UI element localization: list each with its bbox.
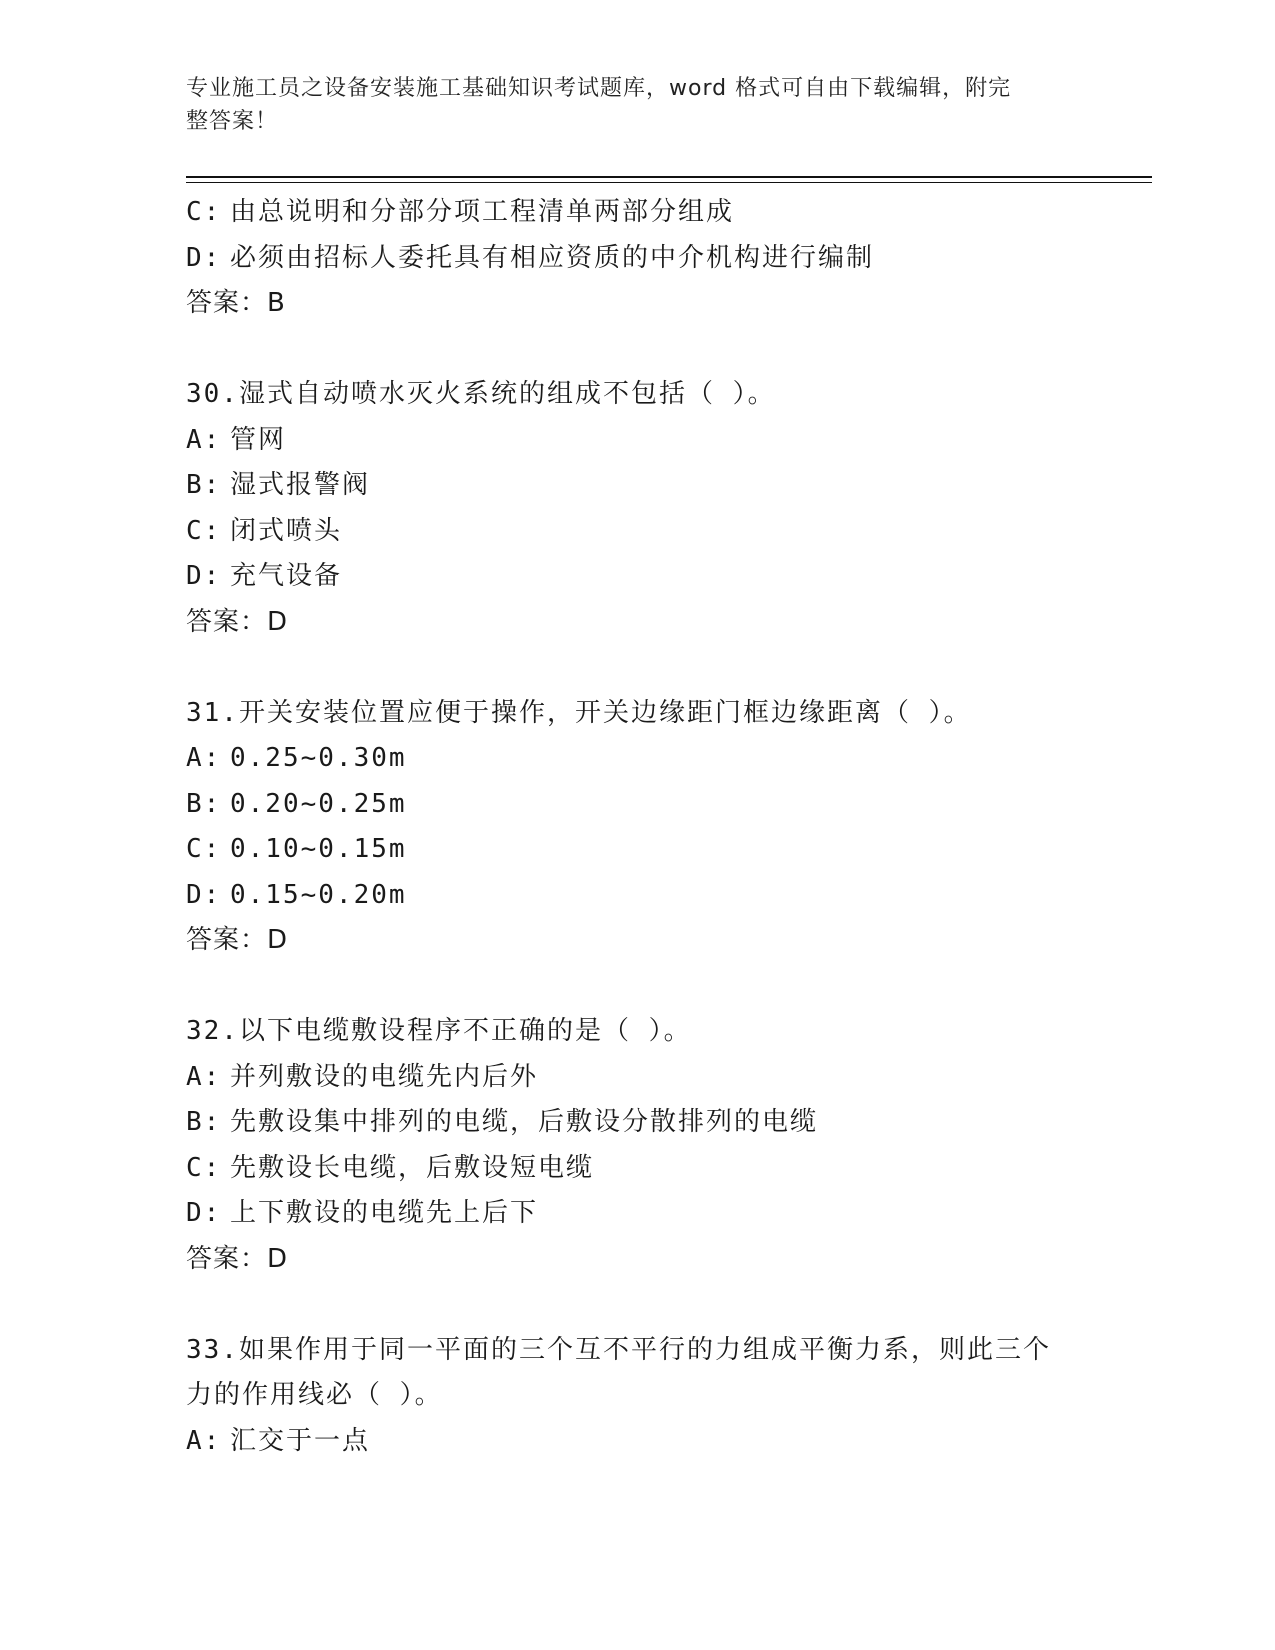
option-text: 必须由招标人委托具有相应资质的中介机构进行编制	[230, 242, 875, 273]
answer: 答案：D	[186, 1243, 289, 1274]
option-letter: D:	[186, 242, 222, 273]
option-text: 先敷设集中排列的电缆，后敷设分散排列的电缆	[230, 1107, 819, 1137]
option-letter: A:	[186, 1061, 222, 1092]
option-letter: C:	[186, 197, 222, 227]
question-32	[186, 1009, 1086, 1282]
option-d	[186, 1191, 1086, 1237]
option-text: 上下敷设的电缆先上后下	[230, 1198, 539, 1228]
option-d	[186, 873, 1086, 919]
question-title: 32.以下电缆敷设程序不正确的是（ ）。	[186, 1016, 692, 1046]
option-letter: B:	[186, 470, 222, 500]
option-text: 管网	[230, 424, 287, 455]
question-31	[186, 691, 1086, 964]
header-line-1: 专业施工员之设备安装施工基础知识考试题库，word 格式可自由下载编辑，附完	[186, 76, 1012, 101]
option-a	[186, 418, 1086, 464]
option-a	[186, 736, 1086, 782]
question-title-line-1: 33.如果作用于同一平面的三个互不平行的力组成平衡力系，则此三个	[186, 1334, 1051, 1365]
option-text: 0.10~0.15m	[230, 834, 407, 864]
option-b	[186, 463, 1086, 509]
option-letter: A:	[186, 743, 222, 773]
option-text: 湿式报警阀	[230, 470, 371, 500]
option-letter: B:	[186, 1107, 222, 1137]
option-d	[186, 236, 1086, 282]
question-29-continuation	[186, 190, 1086, 327]
option-text: 汇交于一点	[230, 1425, 371, 1456]
header-divider-thick	[186, 176, 1152, 178]
option-text: 由总说明和分部分项工程清单两部分组成	[230, 197, 735, 227]
option-text: 0.20~0.25m	[230, 788, 407, 819]
option-text: 充气设备	[230, 561, 343, 591]
option-letter: D:	[186, 1198, 222, 1228]
question-title: 30.湿式自动喷水灭火系统的组成不包括（ ）。	[186, 379, 776, 409]
answer: 答案：D	[186, 606, 289, 637]
header-divider-thin	[186, 182, 1152, 183]
option-letter: A:	[186, 424, 222, 455]
option-letter: A:	[186, 1425, 222, 1456]
option-text: 闭式喷头	[230, 515, 343, 546]
header-line-2: 整答案！	[186, 109, 279, 134]
option-text: 0.25~0.30m	[230, 743, 407, 773]
answer: 答案：D	[186, 925, 289, 955]
option-text: 先敷设长电缆，后敷设短电缆	[230, 1152, 595, 1183]
document-header	[186, 72, 1066, 138]
option-a	[186, 1055, 1086, 1101]
question-title-line-2: 力的作用线必（ ）。	[186, 1380, 443, 1410]
option-letter: D:	[186, 879, 222, 910]
option-c	[186, 190, 1086, 236]
option-text: 0.15~0.20m	[230, 879, 407, 910]
question-title: 31.开关安装位置应便于操作，开关边缘距门框边缘距离（ ）。	[186, 697, 972, 728]
question-list	[186, 190, 1086, 1464]
option-letter: C:	[186, 1152, 222, 1183]
option-a	[186, 1419, 1086, 1465]
option-b	[186, 1100, 1086, 1146]
option-letter: C:	[186, 834, 222, 864]
question-33	[186, 1328, 1086, 1465]
option-c	[186, 509, 1086, 555]
option-c	[186, 827, 1086, 873]
option-letter: D:	[186, 561, 222, 591]
question-30	[186, 372, 1086, 645]
option-c	[186, 1146, 1086, 1192]
option-letter: B:	[186, 788, 222, 819]
option-letter: C:	[186, 515, 222, 546]
answer: 答案：B	[186, 288, 286, 318]
option-d	[186, 554, 1086, 600]
option-text: 并列敷设的电缆先内后外	[230, 1061, 539, 1092]
option-b	[186, 782, 1086, 828]
